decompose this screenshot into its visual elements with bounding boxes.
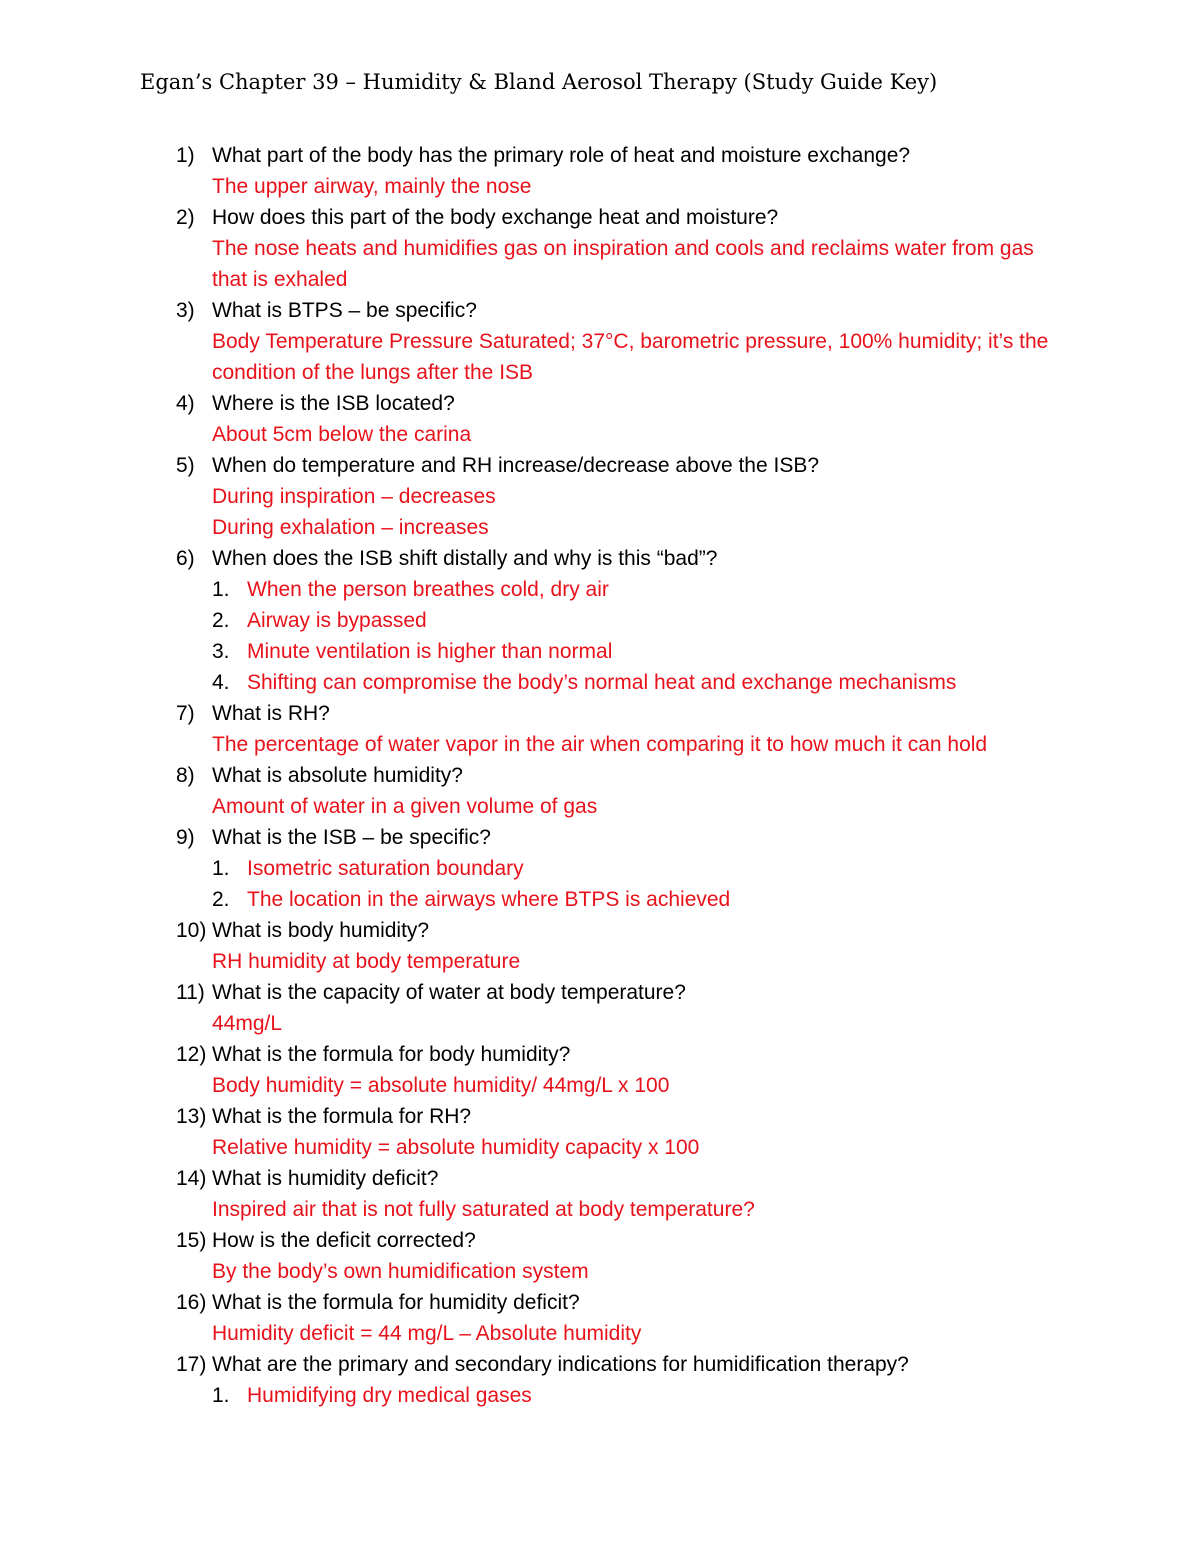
question-number: 12)	[176, 1043, 207, 1066]
subitem-number: 3.	[212, 640, 230, 663]
question-text: What is BTPS – be specific?	[212, 299, 477, 322]
subitem-text: Shifting can compromise the body’s normal heat and exchange mechanisms	[247, 671, 957, 694]
question-text: What is the formula for body humidity?	[212, 1043, 571, 1066]
subitem-number: 1.	[212, 857, 230, 880]
question-text: What is the formula for humidity deficit?	[212, 1291, 580, 1314]
subitem-number: 1.	[212, 1384, 230, 1407]
question-text: What is body humidity?	[212, 919, 430, 942]
question-item	[0, 977, 1200, 1039]
subitem-number: 4.	[212, 671, 230, 694]
question-item	[0, 1039, 1200, 1101]
answer-text: Relative humidity = absolute humidity capacity x 100	[212, 1136, 700, 1159]
question-text: What is absolute humidity?	[212, 764, 463, 787]
question-number: 11)	[176, 981, 205, 1004]
subitem-text: Isometric saturation boundary	[247, 857, 524, 880]
question-text: When does the ISB shift distally and why is this “bad”?	[212, 547, 718, 570]
question-item	[0, 915, 1200, 977]
question-text: What is the formula for RH?	[212, 1105, 472, 1128]
question-number: 9)	[176, 826, 195, 849]
question-item	[0, 1225, 1200, 1287]
answer-subitem	[0, 574, 1200, 605]
question-item	[0, 1163, 1200, 1225]
answer-text: During inspiration – decreases	[212, 485, 496, 508]
answer-subitem	[0, 1380, 1200, 1411]
question-item	[0, 140, 1200, 202]
question-item	[0, 1101, 1200, 1163]
question-number: 15)	[176, 1229, 207, 1252]
answer-text: The percentage of water vapor in the air when comparing it to how much it can hold	[212, 733, 988, 756]
document-title: Egan’s Chapter 39 – Humidity & Bland Aerosol Therapy (Study Guide Key)	[140, 70, 938, 94]
answer-text: Amount of water in a given volume of gas	[212, 795, 598, 818]
answer-text: About 5cm below the carina	[212, 423, 472, 446]
question-number: 2)	[176, 206, 195, 229]
question-text: When do temperature and RH increase/decrease above the ISB?	[212, 454, 820, 477]
question-item	[0, 822, 1200, 915]
answer-subitem	[0, 636, 1200, 667]
question-text: What part of the body has the primary role of heat and moisture exchange?	[212, 144, 911, 167]
answer-subitem	[0, 605, 1200, 636]
question-number: 10)	[176, 919, 207, 942]
question-text: What is the capacity of water at body temperature?	[212, 981, 686, 1004]
answer-text: Body humidity = absolute humidity/ 44mg/L x 100	[212, 1074, 670, 1097]
question-item	[0, 1349, 1200, 1411]
answer-text: Inspired air that is not fully saturated at body temperature?	[212, 1198, 755, 1221]
question-text: How does this part of the body exchange heat and moisture?	[212, 206, 779, 229]
answer-text: RH humidity at body temperature	[212, 950, 521, 973]
question-item	[0, 698, 1200, 760]
answer-text: 44mg/L	[212, 1012, 283, 1035]
answer-text: During exhalation – increases	[212, 516, 489, 539]
subitem-text: The location in the airways where BTPS is achieved	[247, 888, 731, 911]
question-number: 7)	[176, 702, 195, 725]
question-number: 3)	[176, 299, 195, 322]
question-item	[0, 760, 1200, 822]
subitem-number: 1.	[212, 578, 230, 601]
subitem-text: Airway is bypassed	[247, 609, 427, 632]
subitem-number: 2.	[212, 609, 230, 632]
question-text: What are the primary and secondary indications for humidification therapy?	[212, 1353, 909, 1376]
answer-subitem	[0, 884, 1200, 915]
answer-text: The nose heats and humidifies gas on inspiration and cools and reclaims water from gas that is exhaled	[212, 237, 1034, 291]
answer-subitem	[0, 853, 1200, 884]
question-number: 17)	[176, 1353, 207, 1376]
answer-text: By the body’s own humidification system	[212, 1260, 589, 1283]
subitem-text: Humidifying dry medical gases	[247, 1384, 532, 1407]
question-item	[0, 202, 1200, 295]
question-text: Where is the ISB located?	[212, 392, 455, 415]
question-item	[0, 1287, 1200, 1349]
question-number: 8)	[176, 764, 195, 787]
subitem-number: 2.	[212, 888, 230, 911]
answer-text: The upper airway, mainly the nose	[212, 175, 532, 198]
question-number: 6)	[176, 547, 195, 570]
question-number: 13)	[176, 1105, 207, 1128]
subitem-text: Minute ventilation is higher than normal	[247, 640, 613, 663]
subitem-text: When the person breathes cold, dry air	[247, 578, 609, 601]
question-number: 14)	[176, 1167, 207, 1190]
question-item	[0, 295, 1200, 388]
question-list	[0, 140, 1200, 1411]
question-item	[0, 388, 1200, 450]
answer-subitem	[0, 667, 1200, 698]
question-text: What is humidity deficit?	[212, 1167, 439, 1190]
question-text: What is RH?	[212, 702, 330, 725]
question-number: 1)	[176, 144, 195, 167]
question-text: What is the ISB – be specific?	[212, 826, 491, 849]
question-number: 16)	[176, 1291, 207, 1314]
question-item	[0, 543, 1200, 698]
question-text: How is the deficit corrected?	[212, 1229, 476, 1252]
question-number: 4)	[176, 392, 195, 415]
answer-text: Body Temperature Pressure Saturated; 37°C, barometric pressure, 100% humidity; it’s the condition of the lungs after the ISB	[212, 330, 1049, 384]
answer-text: Humidity deficit = 44 mg/L – Absolute humidity	[212, 1322, 642, 1345]
question-item	[0, 450, 1200, 543]
question-number: 5)	[176, 454, 195, 477]
